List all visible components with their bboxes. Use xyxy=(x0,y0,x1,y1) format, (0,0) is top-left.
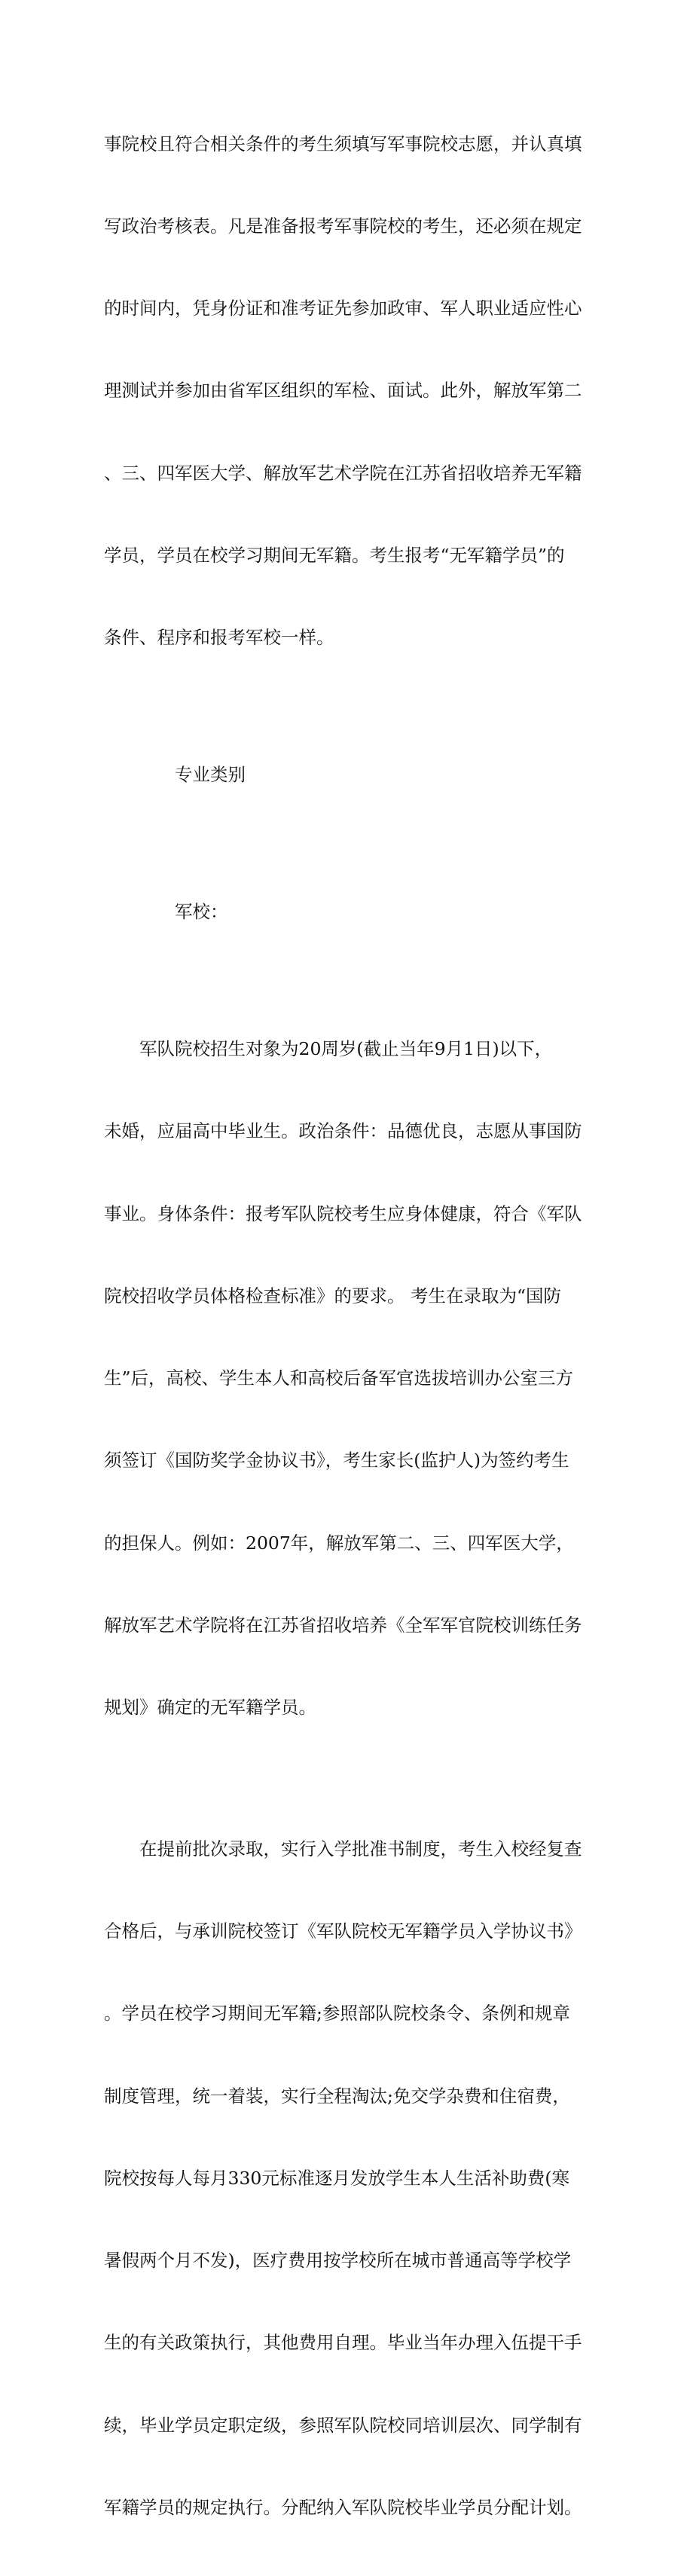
paragraph-admission-conditions xyxy=(104,75,592,706)
text-line: 、三、四军医大学、解放军艺术学院在江苏省招收培养无军籍 xyxy=(104,462,582,484)
text-line: 在提前批次录取，实行入学批准书制度，考生入校经复查 xyxy=(139,1838,582,1859)
paragraph-early-admission xyxy=(104,1780,592,2576)
text-line: 。学员在校学习期间无军籍;参照部队院校条令、条例和规章 xyxy=(104,2003,570,2024)
heading-line: 专业类别 xyxy=(175,764,246,786)
text-line: 事业。身体条件：报考军队院校考生应身体健康，符合《军队 xyxy=(104,1202,582,1224)
text-line: 规划》确定的无军籍学员。 xyxy=(104,1696,316,1718)
section-heading-military-school xyxy=(104,843,592,980)
text-line: 暑假两个月不发)，医疗费用按学校所在城市普通高等学校学 xyxy=(104,2250,572,2272)
text-line: 合格后，与承训院校签订《军队院校无军籍学员入学协议书》 xyxy=(104,1921,582,1942)
text-line: 的时间内，凭身份证和准考证先参加政审、军人职业适应性心 xyxy=(104,298,582,319)
text-line: 军队院校招生对象为20周岁(截止当年9月1日)以下， xyxy=(139,1038,553,1060)
text-line: 事院校且符合相关条件的考生须填写军事院校志愿，并认真填 xyxy=(104,133,582,154)
text-line: 院校招收学员体格检查标准》的要求。 考生在录取为“国防 xyxy=(104,1285,561,1306)
text-line: 理测试并参加由省军区组织的军检、面试。此外，解放军第二 xyxy=(104,380,582,402)
paragraph-recruitment-target xyxy=(104,980,592,1776)
text-line: 生的有关政策执行，其他费用自理。毕业当年办理入伍提干手 xyxy=(104,2332,582,2354)
text-line: 须签订《国防奖学金协议书》，考生家长(监护人)为签约考生 xyxy=(104,1450,569,1471)
text-line: 续，毕业学员定职定级，参照军队院校同培训层次、同学制有 xyxy=(104,2414,582,2436)
text-line: 院校按每人每月330元标准逐月发放学生本人生活补助费(寒 xyxy=(104,2167,570,2189)
text-line: 军籍学员的规定执行。分配纳入军队院校毕业学员分配计划。 xyxy=(104,2496,582,2518)
text-line: 未婚，应届高中毕业生。政治条件：品德优良，志愿从事国防 xyxy=(104,1120,582,1142)
text-line: 学员，学员在校学习期间无军籍。考生报考“无军籍学员”的 xyxy=(104,544,565,566)
text-line: 条件、程序和报考军校一样。 xyxy=(104,627,334,649)
document-body xyxy=(104,75,592,2576)
text-line: 解放军艺术学院将在江苏省招收培养《全军军官院校训练任务 xyxy=(104,1614,582,1636)
section-heading-major-category xyxy=(104,706,592,843)
text-line: 生”后，高校、学生本人和高校后备军官选拔培训办公室三方 xyxy=(104,1367,574,1389)
text-line: 写政治考核表。凡是准备报考军事院校的考生，还必须在规定 xyxy=(104,215,582,237)
text-line: 制度管理，统一着装，实行全程淘汰;免交学杂费和住宿费， xyxy=(104,2085,570,2107)
text-line: 的担保人。例如：2007年，解放军第二、三、四军医大学， xyxy=(104,1532,574,1554)
heading-line: 军校： xyxy=(175,901,228,923)
